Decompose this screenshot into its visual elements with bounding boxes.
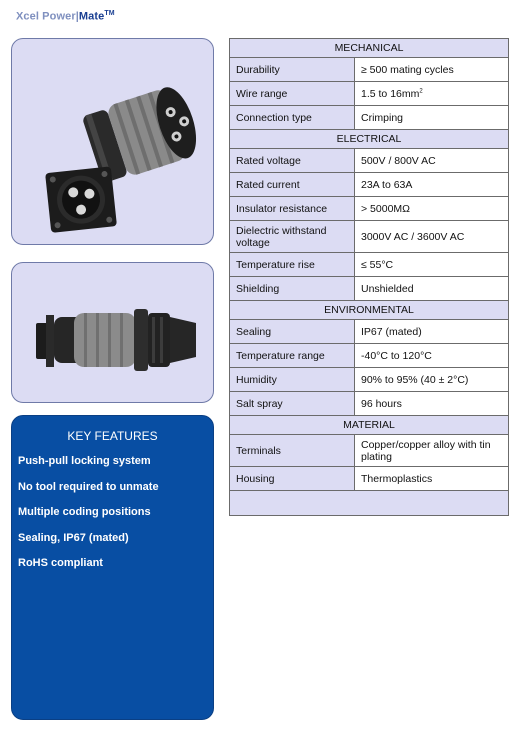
spec-label: Insulator resistance bbox=[230, 197, 355, 221]
key-feature-item: RoHS compliant bbox=[18, 557, 103, 570]
spec-value: 1.5 to 16mm bbox=[361, 87, 420, 100]
section-header-environmental bbox=[230, 301, 509, 320]
spec-value: Thermoplastics bbox=[355, 467, 509, 491]
spec-value: 90% to 95% (40 ± 2°C) bbox=[355, 368, 509, 392]
spec-label: Dielectric withstand voltage bbox=[230, 221, 355, 253]
section-title: MATERIAL bbox=[230, 416, 509, 435]
spec-label: Durability bbox=[230, 58, 355, 82]
spec-label: Temperature range bbox=[230, 344, 355, 368]
spec-row bbox=[230, 106, 509, 130]
key-feature-item: Sealing, IP67 (mated) bbox=[18, 531, 129, 544]
spec-row bbox=[230, 467, 509, 491]
spec-value-superscript: 2 bbox=[419, 88, 423, 94]
spec-row bbox=[230, 320, 509, 344]
spec-value: 500V / 800V AC bbox=[355, 149, 509, 173]
spec-value: 23A to 63A bbox=[355, 173, 509, 197]
connector-side-view-image bbox=[12, 263, 214, 403]
section-header-mechanical bbox=[230, 39, 509, 58]
spec-row bbox=[230, 82, 509, 106]
spec-label: Housing bbox=[230, 467, 355, 491]
specifications-table bbox=[229, 38, 509, 516]
brand-suffix: Mate bbox=[78, 10, 105, 23]
spec-row bbox=[230, 58, 509, 82]
spec-value: IP67 (mated) bbox=[355, 320, 509, 344]
key-features-title: KEY FEATURES bbox=[67, 429, 158, 443]
key-feature-item: Multiple coding positions bbox=[18, 506, 151, 519]
spec-value: Copper/copper alloy with tin plating bbox=[355, 435, 509, 467]
spec-label: Salt spray bbox=[230, 392, 355, 416]
spec-label: Rated voltage bbox=[230, 149, 355, 173]
section-title: ELECTRICAL bbox=[230, 130, 509, 149]
connector-pair-image bbox=[12, 39, 214, 245]
spec-value: ≥ 500 mating cycles bbox=[355, 58, 509, 82]
spec-label: Terminals bbox=[230, 435, 355, 467]
spec-value-cell bbox=[355, 82, 509, 106]
spec-value: ≤ 55°C bbox=[355, 253, 509, 277]
section-title: MECHANICAL bbox=[230, 39, 509, 58]
spec-value: > 5000MΩ bbox=[355, 197, 509, 221]
spec-label: Humidity bbox=[230, 368, 355, 392]
spec-label: Rated current bbox=[230, 173, 355, 197]
brand-separator: | bbox=[75, 10, 79, 23]
spec-row bbox=[230, 221, 509, 253]
brand-prefix: Xcel Power bbox=[16, 10, 76, 23]
section-header-electrical bbox=[230, 130, 509, 149]
spec-value: Unshielded bbox=[355, 277, 509, 301]
spec-row bbox=[230, 149, 509, 173]
section-header-material bbox=[230, 416, 509, 435]
spec-label: Sealing bbox=[230, 320, 355, 344]
spec-row bbox=[230, 197, 509, 221]
spec-value: 96 hours bbox=[355, 392, 509, 416]
key-features-panel bbox=[11, 415, 214, 720]
spec-label: Wire range bbox=[230, 82, 355, 106]
spec-footer-cell bbox=[230, 491, 509, 516]
spec-label: Temperature rise bbox=[230, 253, 355, 277]
spec-row bbox=[230, 253, 509, 277]
product-image-panel-mated bbox=[11, 38, 214, 245]
spec-value: -40°C to 120°C bbox=[355, 344, 509, 368]
key-features-list bbox=[18, 455, 159, 583]
brand-header bbox=[16, 10, 115, 23]
key-feature-item: Push-pull locking system bbox=[18, 455, 151, 467]
spec-row bbox=[230, 368, 509, 392]
spec-value: Crimping bbox=[355, 106, 509, 130]
spec-row bbox=[230, 344, 509, 368]
section-title: ENVIRONMENTAL bbox=[230, 301, 509, 320]
spec-label: Connection type bbox=[230, 106, 355, 130]
spec-label: Shielding bbox=[230, 277, 355, 301]
spec-value: 3000V AC / 3600V AC bbox=[355, 221, 509, 253]
spec-row bbox=[230, 277, 509, 301]
spec-row bbox=[230, 435, 509, 467]
trademark-mark: TM bbox=[104, 10, 115, 17]
spec-row bbox=[230, 173, 509, 197]
key-feature-item: No tool required to unmate bbox=[18, 480, 159, 493]
spec-footer-row bbox=[230, 491, 509, 516]
spec-row bbox=[230, 392, 509, 416]
product-image-panel-side bbox=[11, 262, 214, 403]
